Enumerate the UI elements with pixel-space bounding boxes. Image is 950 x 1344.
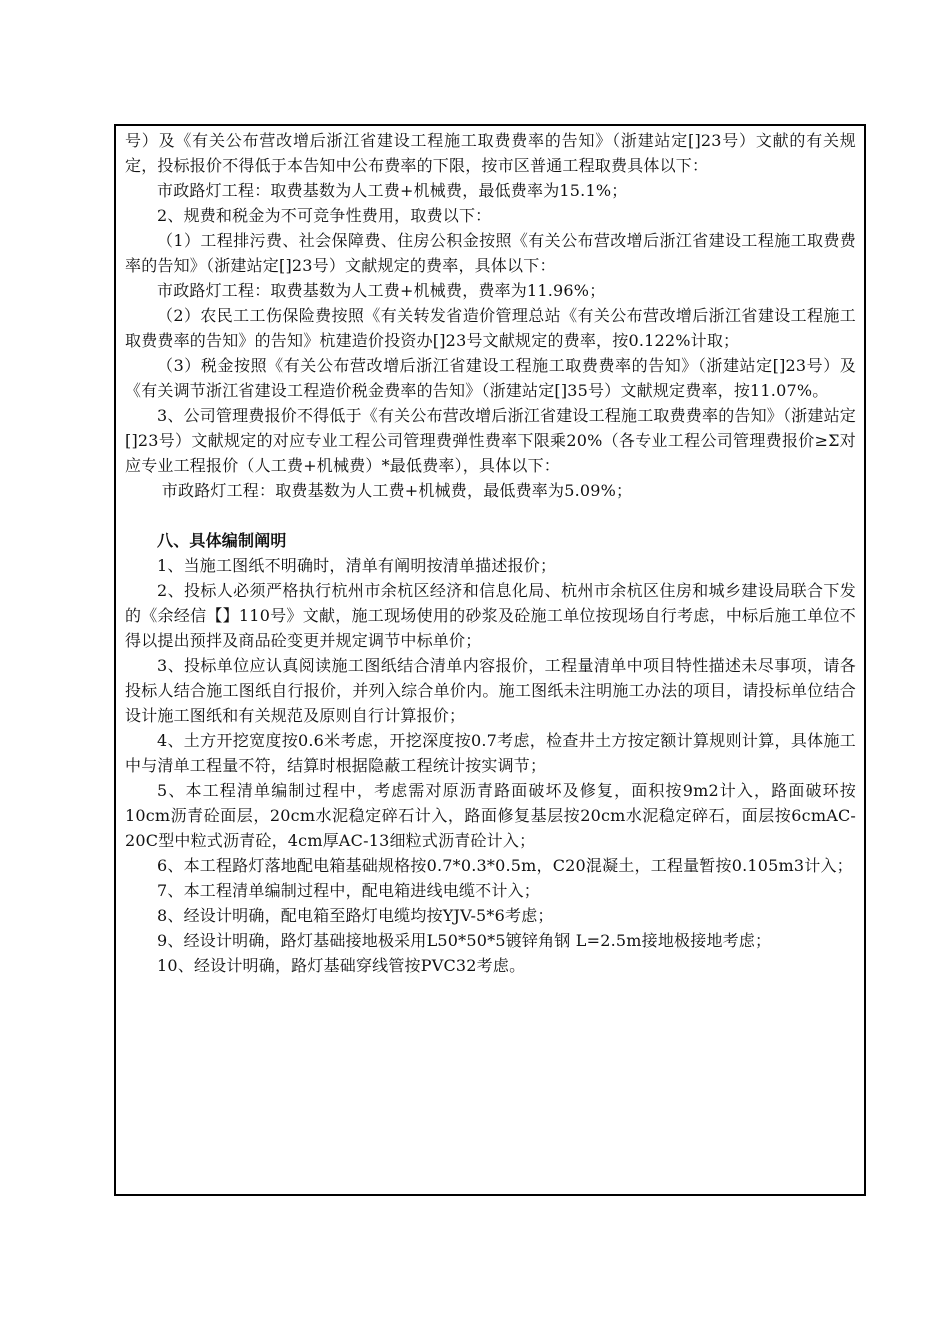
paragraph-rate-company: 市政路灯工程：取费基数为人工费+机械费，最低费率为5.09%；	[161, 481, 633, 500]
paragraph-rate-management: 市政路灯工程：取费基数为人工费+机械费，最低费率为15.1%；	[157, 181, 628, 200]
list-item: 5、本工程清单编制过程中，考虑需对原沥青路面破坏及修复，面积按9m2计入，路面破环按10cm沥青砼面层，20cm水泥稳定碎石计入，路面修复基层按20cm水泥稳定碎石，面层按6cmAC-20C型中粒式沥青砼，4cm厚AC-13细粒式沥青砼计入；	[125, 781, 856, 850]
paragraph-injury-insurance: （2）农民工工伤保险费按照《有关转发省造价管理总站《有关公布营改增后浙江省建设工程施工取费费率的告知》的告知》杭建造价投资办[]23号文献规定的费率，按0.122%计取；	[125, 306, 856, 350]
list-item: 1、当施工图纸不明确时，清单有阐明按清单描述报价；	[157, 556, 557, 575]
paragraph-tax: （3）税金按照《有关公布营改增后浙江省建设工程施工取费费率的告知》（浙建站定[]23号）及《有关调节浙江省建设工程造价税金费率的告知》（浙建站定[]35号）文献规定费率，按11.07%。	[125, 356, 856, 400]
document-body	[125, 128, 856, 978]
list-item: 7、本工程清单编制过程中，配电箱进线电缆不计入；	[157, 881, 540, 900]
list-item: 9、经设计明确，路灯基础接地极采用L50*50*5镀锌角钢 L=2.5m接地极接地考虑；	[157, 931, 772, 950]
section-heading: 八、具体编制阐明	[157, 531, 287, 550]
paragraph-social-fees: （1）工程排污费、社会保障费、住房公积金按照《有关公布营改增后浙江省建设工程施工取费费率的告知》（浙建站定[]23号）文献规定的费率，具体以下：	[125, 231, 856, 275]
paragraph-fees-taxes: 2、规费和税金为不可竞争性费用，取费以下：	[157, 206, 492, 225]
list-item: 10、经设计明确，路灯基础穿线管按PVC32考虑。	[157, 956, 526, 975]
list-item: 4、土方开挖宽度按0.6米考虑，开挖深度按0.7考虑，检查井土方按定额计算规则计算，具体施工中与清单工程量不符，结算时根据隐蔽工程统计按实调节；	[125, 731, 856, 775]
paragraph-continuation: 号）及《有关公布营改增后浙江省建设工程施工取费费率的告知》（浙建站定[]23号）文献的有关规定，投标报价不得低于本告知中公布费率的下限，按市区普通工程取费具体以下：	[125, 131, 856, 175]
list-item: 8、经设计明确，配电箱至路灯电缆均按YJV-5*6考虑；	[157, 906, 554, 925]
list-item: 2、投标人必须严格执行杭州市余杭区经济和信息化局、杭州市余杭区住房和城乡建设局联合下发的《余经信【】110号》文献，施工现场使用的砂浆及砼施工单位按现场自行考虑，中标后施工单位不得以提出预拌及商品砼变更并规定调节中标单价；	[125, 581, 856, 650]
paragraph-company-management-fee: 3、公司管理费报价不得低于《有关公布营改增后浙江省建设工程施工取费费率的告知》（浙建站定[]23号）文献规定的对应专业工程公司管理费弹性费率下限乘20%（各专业工程公司管理费报价≥Σ对应专业工程报价（人工费+机械费）*最低费率），具体以下：	[125, 406, 856, 475]
paragraph-rate-social: 市政路灯工程：取费基数为人工费+机械费，费率为11.96%；	[157, 281, 606, 300]
list-item: 3、投标单位应认真阅读施工图纸结合清单内容报价，工程量清单中项目特性描述未尽事项，请各投标人结合施工图纸自行报价，并列入综合单价内。施工图纸未注明施工办法的项目，请投标单位结合设计施工图纸和有关规范及原则自行计算报价；	[125, 656, 856, 725]
list-item: 6、本工程路灯落地配电箱基础规格按0.7*0.3*0.5m，C20混凝土，工程量暂按0.105m3计入；	[157, 856, 853, 875]
document-frame	[114, 124, 866, 1196]
